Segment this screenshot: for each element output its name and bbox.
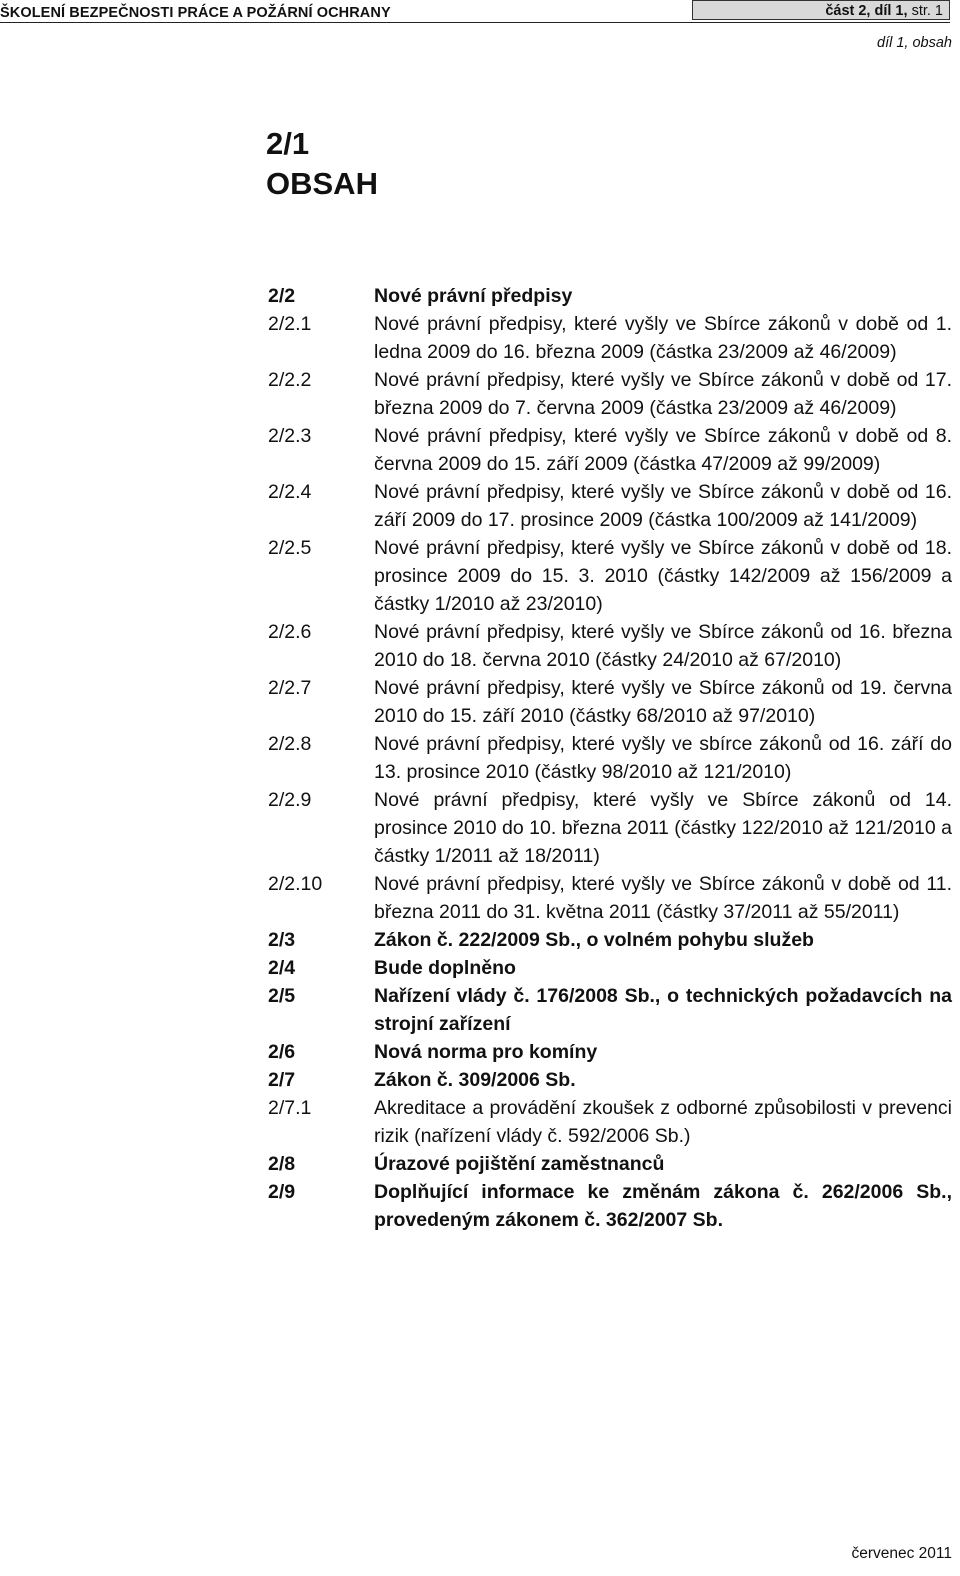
toc-entry-title: Zákon č. 222/2009 Sb., o volném pohybu služeb <box>374 929 814 951</box>
toc-entry-number: 2/5 <box>268 985 296 1007</box>
table-of-contents <box>268 282 952 1234</box>
toc-entry-title: Nová norma pro komíny <box>374 1041 598 1063</box>
page-title-label: OBSAH <box>266 166 378 201</box>
toc-entry-number: 2/2 <box>268 285 296 307</box>
toc-entry[interactable] <box>268 730 952 786</box>
toc-entry-title: Nové právní předpisy, které vyšly ve Sbírce zákonů v době od 11. března 2011 do 31. května 2011 (částky 37/2011 až 55/2011) <box>374 873 952 923</box>
toc-entry[interactable] <box>268 870 952 926</box>
page-title <box>266 124 378 204</box>
toc-entry-title: Bude doplněno <box>374 957 516 979</box>
header-rule <box>0 22 950 23</box>
toc-entry[interactable] <box>268 366 952 422</box>
toc-entry-title: Nové právní předpisy, které vyšly ve Sbírce zákonů v době od 17. března 2009 do 7. června 2009 (částka 23/2009 až 46/2009) <box>374 369 952 419</box>
header-page-box <box>692 0 950 20</box>
toc-entry[interactable] <box>268 1178 952 1234</box>
toc-entry[interactable] <box>268 422 952 478</box>
header-title: ŠKOLENÍ BEZPEČNOSTI PRÁCE A POŽÁRNÍ OCHRANY <box>0 5 391 21</box>
toc-entry-number: 2/2.5 <box>268 537 312 559</box>
toc-entry-title: Nové právní předpisy, které vyšly ve Sbírce zákonů v době od 18. prosince 2009 do 15. 3. 2010 (částky 142/2009 až 156/2009 a částky 1/2010 až 23/2010) <box>374 537 952 615</box>
footer-date: červenec 2011 <box>851 1545 952 1562</box>
toc-entry[interactable] <box>268 926 952 954</box>
toc-entry-number: 2/2.1 <box>268 313 312 335</box>
toc-entry[interactable] <box>268 310 952 366</box>
toc-entry[interactable] <box>268 1066 952 1094</box>
toc-entry-title: Nové právní předpisy, které vyšly ve Sbírce zákonů od 16. března 2010 do 18. června 2010 (částky 24/2010 až 67/2010) <box>374 621 952 671</box>
toc-entry-title: Nové právní předpisy, které vyšly ve sbírce zákonů od 16. září do 13. prosince 2010 (částky 98/2010 až 121/2010) <box>374 733 952 783</box>
toc-entry-title: Nové právní předpisy, které vyšly ve Sbírce zákonů od 19. června 2010 do 15. září 2010 (částky 68/2010 až 97/2010) <box>374 677 952 727</box>
header-part: část 2, díl 1, <box>825 3 908 19</box>
toc-entry[interactable] <box>268 534 952 618</box>
toc-entry-number: 2/2.10 <box>268 873 323 895</box>
toc-entry[interactable] <box>268 786 952 870</box>
toc-entry-number: 2/2.9 <box>268 789 312 811</box>
toc-entry-title: Nové právní předpisy, které vyšly ve Sbírce zákonů v době od 1. ledna 2009 do 16. března 2009 (částka 23/2009 až 46/2009) <box>374 313 952 363</box>
toc-entry-title: Nové právní předpisy <box>374 285 573 307</box>
toc-entry-title: Nařízení vlády č. 176/2008 Sb., o technických požadavcích na strojní zařízení <box>374 985 952 1035</box>
toc-entry-number: 2/2.8 <box>268 733 312 755</box>
header-subtitle: díl 1, obsah <box>877 35 952 51</box>
toc-entry-title: Nové právní předpisy, které vyšly ve Sbírce zákonů v době od 16. září 2009 do 17. prosince 2009 (částka 100/2009 až 141/2009) <box>374 481 952 531</box>
toc-entry-number: 2/2.2 <box>268 369 312 391</box>
toc-entry[interactable] <box>268 1038 952 1066</box>
toc-entry[interactable] <box>268 1094 952 1150</box>
header-page: str. 1 <box>911 3 943 19</box>
page-title-number: 2/1 <box>266 126 310 161</box>
toc-entry-number: 2/7.1 <box>268 1097 312 1119</box>
toc-entry[interactable] <box>268 1150 952 1178</box>
toc-entry-number: 2/4 <box>268 957 296 979</box>
toc-entry-number: 2/2.3 <box>268 425 312 447</box>
toc-entry[interactable] <box>268 954 952 982</box>
toc-entry-number: 2/3 <box>268 929 296 951</box>
toc-entry-number: 2/2.4 <box>268 481 312 503</box>
toc-entry-title: Doplňující informace ke změnám zákona č. 262/2006 Sb., provedeným zákonem č. 362/2007 Sb. <box>374 1181 952 1231</box>
toc-entry-number: 2/2.6 <box>268 621 312 643</box>
toc-entry[interactable] <box>268 674 952 730</box>
toc-entry-title: Nové právní předpisy, které vyšly ve Sbírce zákonů v době od 8. června 2009 do 15. září 2009 (částka 47/2009 až 99/2009) <box>374 425 952 475</box>
toc-entry-title: Zákon č. 309/2006 Sb. <box>374 1069 576 1091</box>
toc-entry[interactable] <box>268 618 952 674</box>
toc-entry-number: 2/7 <box>268 1069 296 1091</box>
toc-entry-number: 2/2.7 <box>268 677 312 699</box>
toc-entry-number: 2/6 <box>268 1041 296 1063</box>
toc-entry[interactable] <box>268 478 952 534</box>
toc-entry-title: Akreditace a provádění zkoušek z odborné způsobilosti v prevenci rizik (nařízení vlády č. 592/2006 Sb.) <box>374 1097 952 1147</box>
toc-entry[interactable] <box>268 282 952 310</box>
toc-entry-number: 2/8 <box>268 1153 296 1175</box>
toc-entry-title: Úrazové pojištění zaměstnanců <box>374 1153 665 1175</box>
toc-entry-title: Nové právní předpisy, které vyšly ve Sbírce zákonů od 14. prosince 2010 do 10. března 2011 (částky 122/2010 až 121/2010 a částky 1/2011 až 18/2011) <box>374 789 952 867</box>
toc-entry[interactable] <box>268 982 952 1038</box>
toc-entry-number: 2/9 <box>268 1181 296 1203</box>
